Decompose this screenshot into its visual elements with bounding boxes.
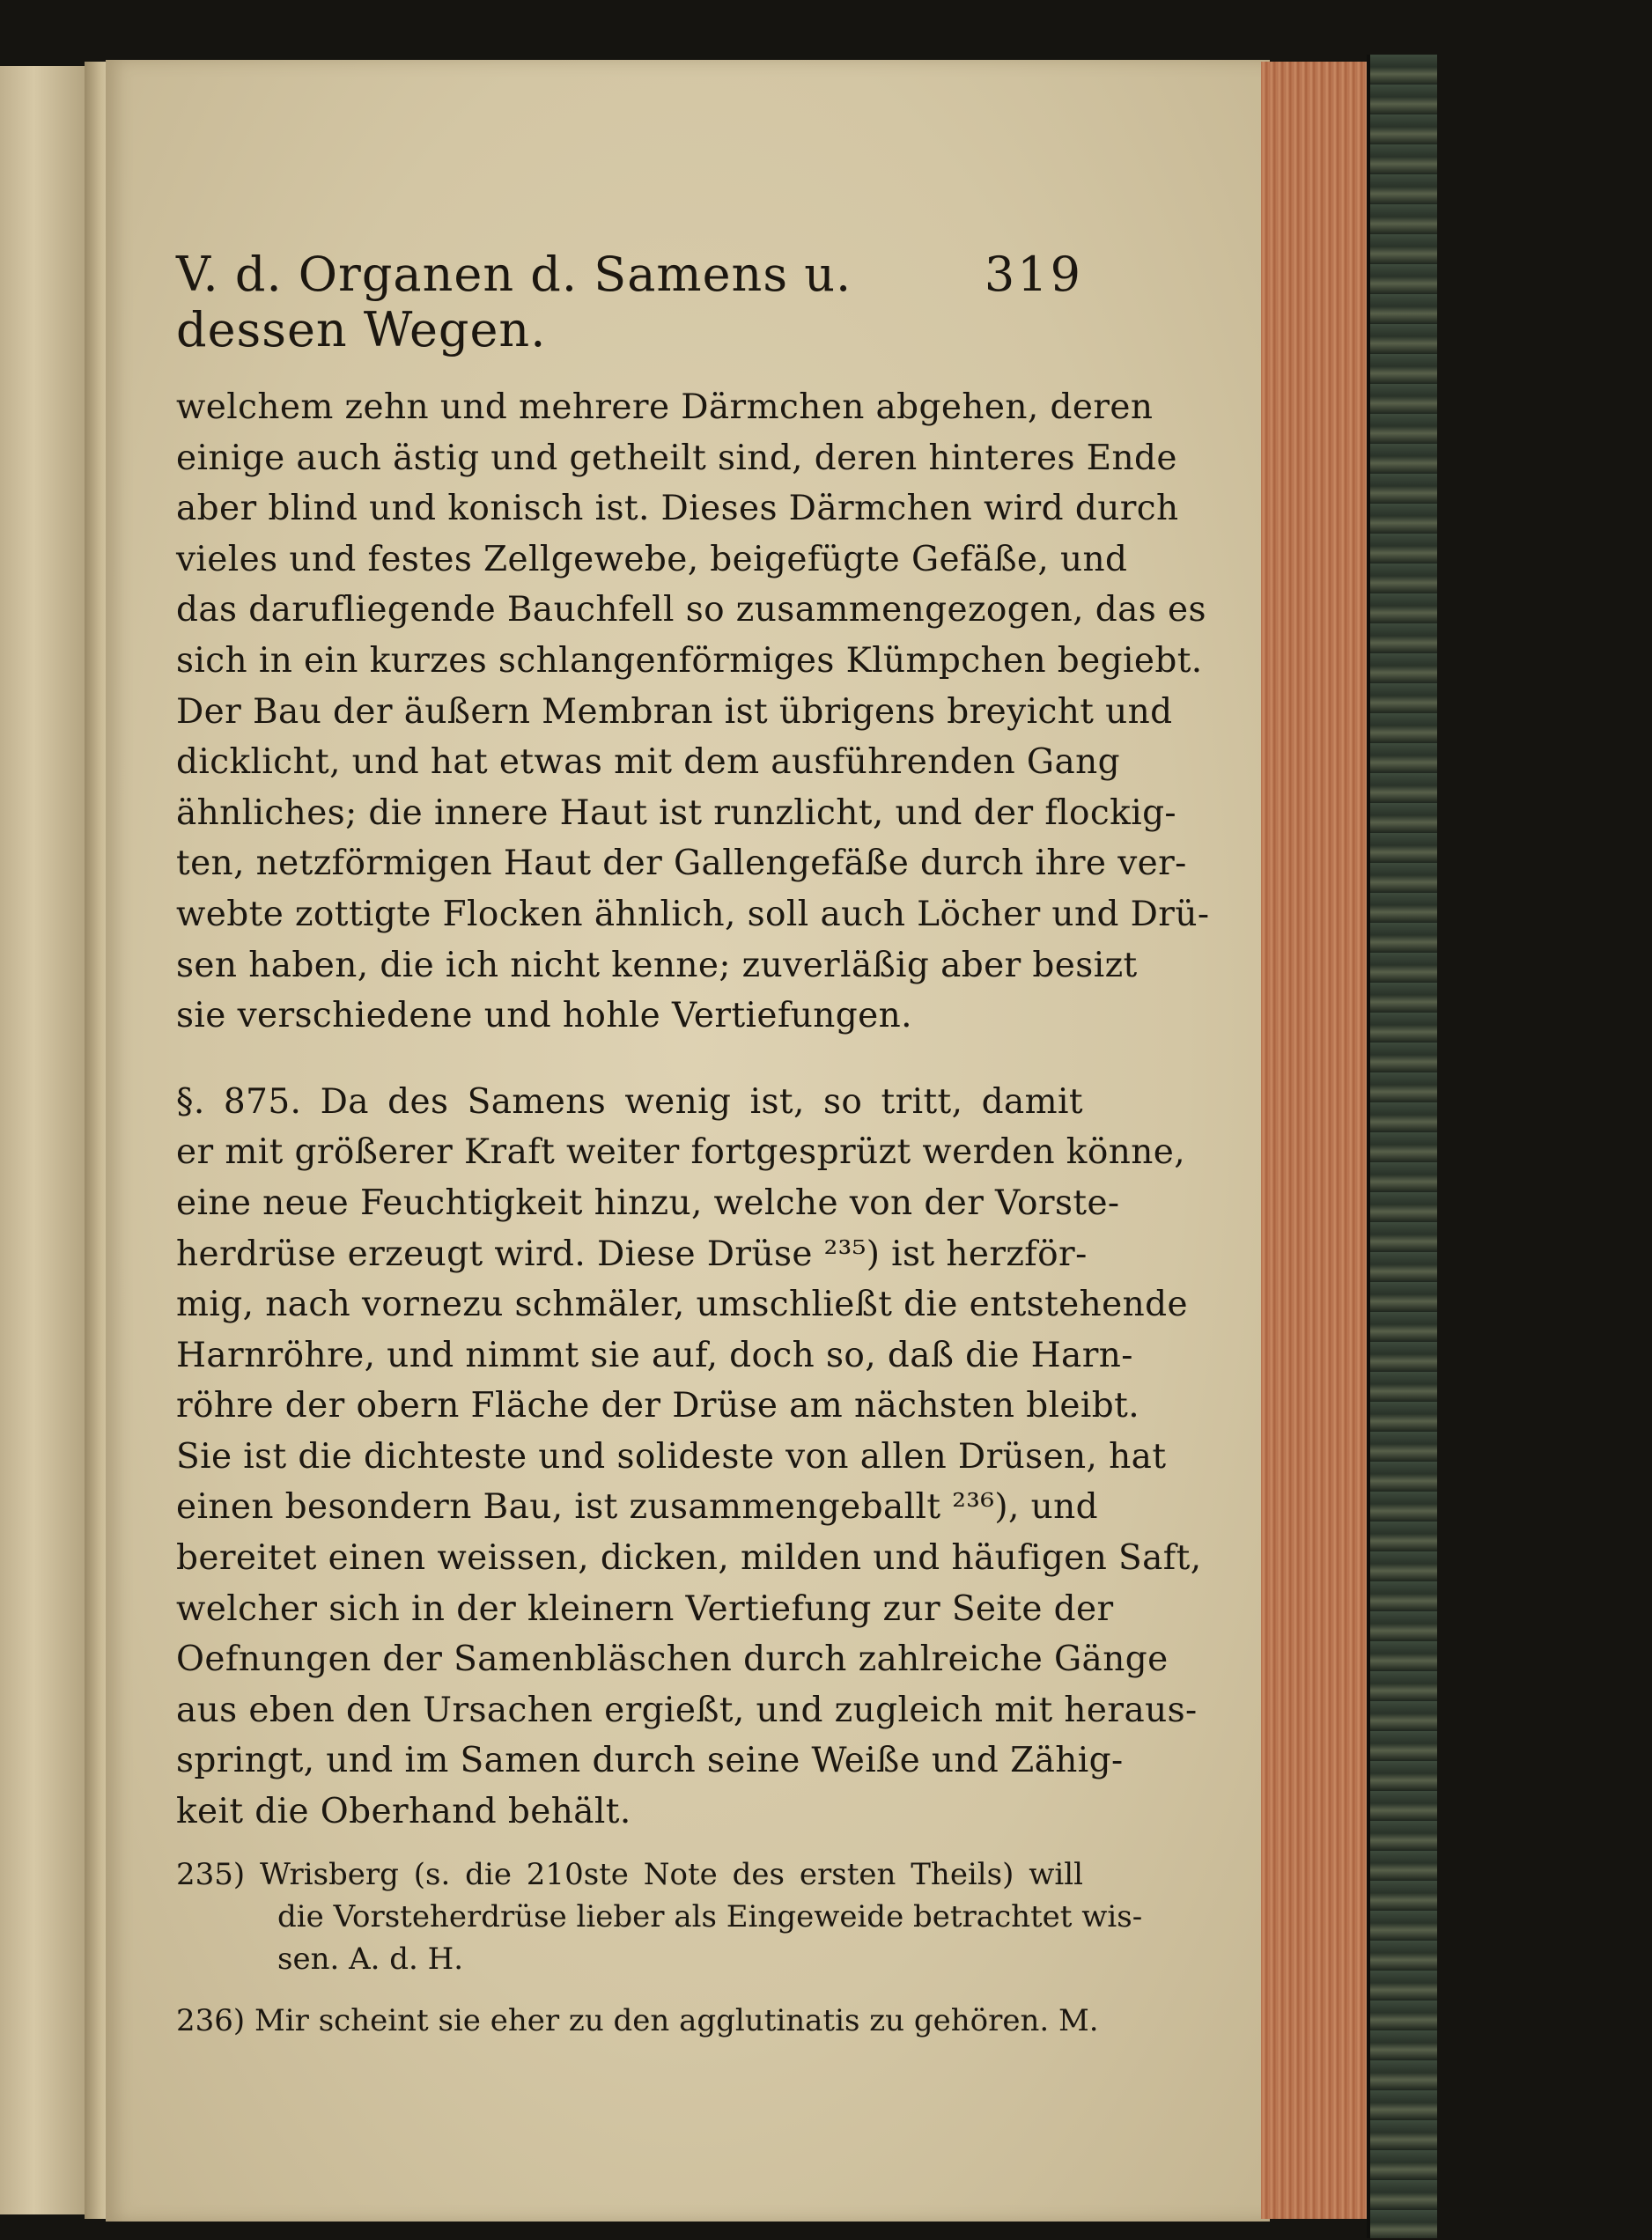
footnote-line: 235) Wrisberg (s. die 210ste Note des ersten Theils) will: [176, 1856, 1083, 1892]
text-line: aus eben den Ursachen ergießt, und zugleich mit heraus-: [176, 1690, 1198, 1730]
text-line: Oefnungen der Samenbläschen durch zahlreiche Gänge: [176, 1639, 1169, 1680]
text-line: bereitet einen weissen, dicken, milden und häufigen Saft,: [176, 1538, 1202, 1579]
text-line: keit die Oberhand behält.: [176, 1792, 631, 1832]
text-line: dicklicht, und hat etwas mit dem ausführenden Gang: [176, 742, 1121, 783]
text-line: einen besondern Bau, ist zusammengeballt ²³⁶), und: [176, 1487, 1098, 1528]
page-content: [176, 247, 1210, 2042]
paragraph-2: [176, 1077, 1202, 1838]
text-line: §. 875. Da des Samens wenig ist, so tritt, damit: [176, 1081, 1083, 1122]
text-line: aber blind und konisch ist. Dieses Därmchen wird durch: [176, 489, 1179, 529]
text-line: welchem zehn und mehrere Därmchen abgehen, deren: [176, 387, 1154, 427]
text-line: Harnröhre, und nimmt sie auf, doch so, daß die Harn-: [176, 1335, 1133, 1375]
text-line: sie verschiedene und hohle Vertiefungen.: [176, 996, 912, 1036]
text-line: sen haben, die ich nicht kenne; zuverläßig aber besizt: [176, 945, 1138, 985]
text-line: ten, netzförmigen Haut der Gallengefäße durch ihre ver-: [176, 844, 1187, 884]
text-line: eine neue Feuchtigkeit hinzu, welche von der Vorste-: [176, 1183, 1120, 1223]
left-page-edge: [0, 66, 87, 2214]
text-line: das darufliegende Bauchfell so zusammengezogen, das es: [176, 590, 1206, 630]
text-line: webte zottigte Flocken ähnlich, soll auch Löcher und Drü-: [176, 894, 1210, 934]
text-line: welcher sich in der kleinern Vertiefung zur Seite der: [176, 1588, 1114, 1629]
text-line: springt, und im Samen durch seine Weiße und Zähig-: [176, 1741, 1124, 1781]
text-line: vieles und festes Zellgewebe, beigefügte Gefäße, und: [176, 539, 1128, 579]
text-line: Der Bau der äußern Membran ist übrigens breyicht und: [176, 691, 1173, 732]
page-fore-edge: [1261, 62, 1367, 2219]
footnote-235: [176, 1853, 1143, 1980]
text-line: Sie ist die dichteste und solideste von allen Drüsen, hat: [176, 1436, 1167, 1477]
book-cover-board: [1367, 55, 1437, 2238]
text-line: herdrüse erzeugt wird. Diese Drüse ²³⁵) ist herzför-: [176, 1234, 1088, 1274]
running-head: [176, 247, 1083, 357]
paragraph-1: [176, 382, 1210, 1042]
text-line: mig, nach vornezu schmäler, umschließt die entstehende: [176, 1285, 1189, 1325]
text-line: ähnliches; die innere Haut ist runzlicht, und der flockig-: [176, 792, 1177, 833]
text-line: röhre der obern Fläche der Drüse am nächsten bleibt.: [176, 1386, 1140, 1426]
running-head-title: V. d. Organen d. Samens u. dessen Wegen.: [176, 247, 852, 357]
footnote-line: sen. A. d. H.: [277, 1941, 464, 1977]
text-line: einige auch ästig und getheilt sind, deren hinteres Ende: [176, 438, 1177, 478]
footnote-236: [176, 2000, 1099, 2042]
footnote-line: 236) Mir scheint sie eher zu den agglutinatis zu gehören. M.: [176, 2002, 1099, 2038]
text-line: sich in ein kurzes schlangenförmiges Klümpchen begiebt.: [176, 640, 1203, 681]
text-line: er mit größerer Kraft weiter fortgesprüzt werden könne,: [176, 1132, 1186, 1173]
footnote-line: die Vorsteherdrüse lieber als Eingeweide betrachtet wis-: [277, 1898, 1143, 1934]
page-number: 319: [984, 247, 1083, 302]
